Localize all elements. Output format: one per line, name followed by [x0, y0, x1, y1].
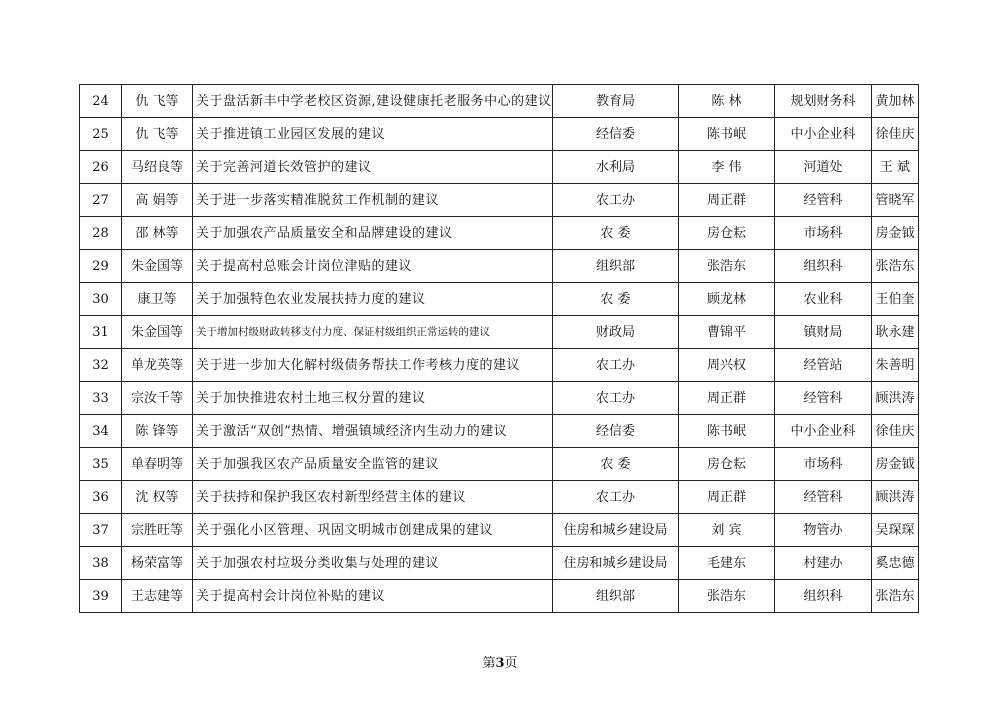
cell-proposer: 仇 飞等: [122, 118, 193, 151]
cell-leader: 陈书岷: [679, 415, 775, 448]
cell-subject: 关于加强农产品质量安全和品牌建设的建议: [193, 217, 553, 250]
cell-handler: 王 斌: [872, 151, 919, 184]
cell-proposer: 仇 飞等: [122, 85, 193, 118]
cell-department: 经信委: [553, 415, 679, 448]
page-number-value: 3: [495, 656, 505, 671]
cell-number: 39: [80, 580, 122, 613]
cell-office: 经管科: [775, 481, 872, 514]
cell-leader: 毛建东: [679, 547, 775, 580]
cell-proposer: 单春明等: [122, 448, 193, 481]
proposal-table: [79, 84, 919, 613]
page-number: [0, 652, 1000, 671]
table-row: [80, 349, 919, 382]
cell-office: 村建办: [775, 547, 872, 580]
cell-number: 37: [80, 514, 122, 547]
cell-proposer: 朱金国等: [122, 316, 193, 349]
page-number-suffix: 页: [504, 656, 518, 671]
cell-proposer: 康卫等: [122, 283, 193, 316]
cell-department: 组织部: [553, 250, 679, 283]
cell-handler: 朱善明: [872, 349, 919, 382]
cell-subject: 关于扶持和保护我区农村新型经营主体的建议: [193, 481, 553, 514]
cell-proposer: 邵 林等: [122, 217, 193, 250]
cell-proposer: 沈 权等: [122, 481, 193, 514]
cell-subject: 关于提高村会计岗位补贴的建议: [193, 580, 553, 613]
cell-handler: 王伯奎: [872, 283, 919, 316]
cell-leader: 刘 宾: [679, 514, 775, 547]
cell-proposer: 陈 锋等: [122, 415, 193, 448]
cell-subject: 关于强化小区管理、巩固文明城市创建成果的建议: [193, 514, 553, 547]
cell-handler: 房金钺: [872, 448, 919, 481]
cell-handler: 房金钺: [872, 217, 919, 250]
cell-number: 24: [80, 85, 122, 118]
cell-subject: 关于推进镇工业园区发展的建议: [193, 118, 553, 151]
cell-number: 25: [80, 118, 122, 151]
cell-leader: 张浩东: [679, 250, 775, 283]
cell-handler: 管晓军: [872, 184, 919, 217]
cell-office: 规划财务科: [775, 85, 872, 118]
cell-department: 农 委: [553, 283, 679, 316]
cell-office: 中小企业科: [775, 415, 872, 448]
cell-office: 经管科: [775, 382, 872, 415]
cell-subject: 关于盘活新丰中学老校区资源,建设健康托老服务中心的建议: [193, 85, 553, 118]
cell-subject: 关于加强农村垃圾分类收集与处理的建议: [193, 547, 553, 580]
cell-department: 农 委: [553, 217, 679, 250]
cell-number: 26: [80, 151, 122, 184]
table-row: [80, 316, 919, 349]
cell-subject: 关于进一步加大化解村级债务帮扶工作考核力度的建议: [193, 349, 553, 382]
table-row: [80, 250, 919, 283]
cell-leader: 曹锦平: [679, 316, 775, 349]
cell-proposer: 单龙英等: [122, 349, 193, 382]
cell-department: 农工办: [553, 349, 679, 382]
cell-proposer: 马绍良等: [122, 151, 193, 184]
cell-office: 组织科: [775, 250, 872, 283]
cell-leader: 房仓耘: [679, 217, 775, 250]
cell-handler: 顾洪涛: [872, 481, 919, 514]
cell-number: 28: [80, 217, 122, 250]
cell-subject: 关于完善河道长效管护的建议: [193, 151, 553, 184]
table-body: [80, 85, 919, 613]
cell-leader: 周正群: [679, 382, 775, 415]
table-row: [80, 547, 919, 580]
cell-leader: 周兴权: [679, 349, 775, 382]
cell-number: 31: [80, 316, 122, 349]
cell-subject: 关于加强特色农业发展扶持力度的建议: [193, 283, 553, 316]
cell-handler: 顾洪涛: [872, 382, 919, 415]
cell-office: 经管科: [775, 184, 872, 217]
cell-proposer: 高 娟等: [122, 184, 193, 217]
cell-department: 水利局: [553, 151, 679, 184]
table-row: [80, 118, 919, 151]
cell-subject: 关于加快推进农村土地三权分置的建议: [193, 382, 553, 415]
cell-proposer: 宗胜旺等: [122, 514, 193, 547]
cell-proposer: 王志建等: [122, 580, 193, 613]
cell-office: 物管办: [775, 514, 872, 547]
cell-number: 38: [80, 547, 122, 580]
cell-handler: 徐佳庆: [872, 118, 919, 151]
cell-department: 农工办: [553, 184, 679, 217]
cell-leader: 张浩东: [679, 580, 775, 613]
table-row: [80, 151, 919, 184]
cell-proposer: 杨荣富等: [122, 547, 193, 580]
table-row: [80, 382, 919, 415]
cell-handler: 张浩东: [872, 250, 919, 283]
cell-office: 组织科: [775, 580, 872, 613]
cell-number: 35: [80, 448, 122, 481]
cell-department: 住房和城乡建设局: [553, 514, 679, 547]
cell-subject: 关于增加村级财政转移支付力度、保证村级组织正常运转的建议: [193, 316, 553, 349]
cell-proposer: 朱金国等: [122, 250, 193, 283]
cell-proposer: 宗汝千等: [122, 382, 193, 415]
cell-department: 教育局: [553, 85, 679, 118]
cell-subject: 关于进一步落实精准脱贫工作机制的建议: [193, 184, 553, 217]
cell-handler: 耿永建: [872, 316, 919, 349]
cell-subject: 关于激活“双创”热情、增强镇域经济内生动力的建议: [193, 415, 553, 448]
cell-department: 农工办: [553, 481, 679, 514]
cell-office: 市场科: [775, 448, 872, 481]
cell-number: 32: [80, 349, 122, 382]
cell-department: 住房和城乡建设局: [553, 547, 679, 580]
cell-office: 镇财局: [775, 316, 872, 349]
table-row: [80, 514, 919, 547]
cell-subject: 关于加强我区农产品质量安全监管的建议: [193, 448, 553, 481]
cell-office: 中小企业科: [775, 118, 872, 151]
cell-number: 36: [80, 481, 122, 514]
cell-leader: 陈书岷: [679, 118, 775, 151]
table-row: [80, 184, 919, 217]
cell-leader: 陈 林: [679, 85, 775, 118]
table-row: [80, 415, 919, 448]
cell-number: 30: [80, 283, 122, 316]
cell-office: 市场科: [775, 217, 872, 250]
cell-office: 河道处: [775, 151, 872, 184]
cell-department: 农工办: [553, 382, 679, 415]
cell-subject: 关于提高村总账会计岗位津贴的建议: [193, 250, 553, 283]
cell-department: 经信委: [553, 118, 679, 151]
cell-number: 27: [80, 184, 122, 217]
cell-leader: 李 伟: [679, 151, 775, 184]
cell-leader: 顾龙林: [679, 283, 775, 316]
cell-department: 组织部: [553, 580, 679, 613]
cell-office: 农业科: [775, 283, 872, 316]
cell-office: 经管站: [775, 349, 872, 382]
cell-handler: 徐佳庆: [872, 415, 919, 448]
table-row: [80, 217, 919, 250]
cell-leader: 周正群: [679, 184, 775, 217]
cell-handler: 吴琛琛: [872, 514, 919, 547]
cell-leader: 周正群: [679, 481, 775, 514]
cell-number: 33: [80, 382, 122, 415]
cell-number: 29: [80, 250, 122, 283]
table-row: [80, 580, 919, 613]
table-row: [80, 448, 919, 481]
table-row: [80, 283, 919, 316]
cell-leader: 房仓耘: [679, 448, 775, 481]
table-row: [80, 481, 919, 514]
cell-handler: 奚忠德: [872, 547, 919, 580]
cell-handler: 张浩东: [872, 580, 919, 613]
cell-department: 财政局: [553, 316, 679, 349]
cell-number: 34: [80, 415, 122, 448]
table-row: [80, 85, 919, 118]
page-number-prefix: 第: [482, 656, 496, 671]
cell-handler: 黄加林: [872, 85, 919, 118]
cell-department: 农 委: [553, 448, 679, 481]
